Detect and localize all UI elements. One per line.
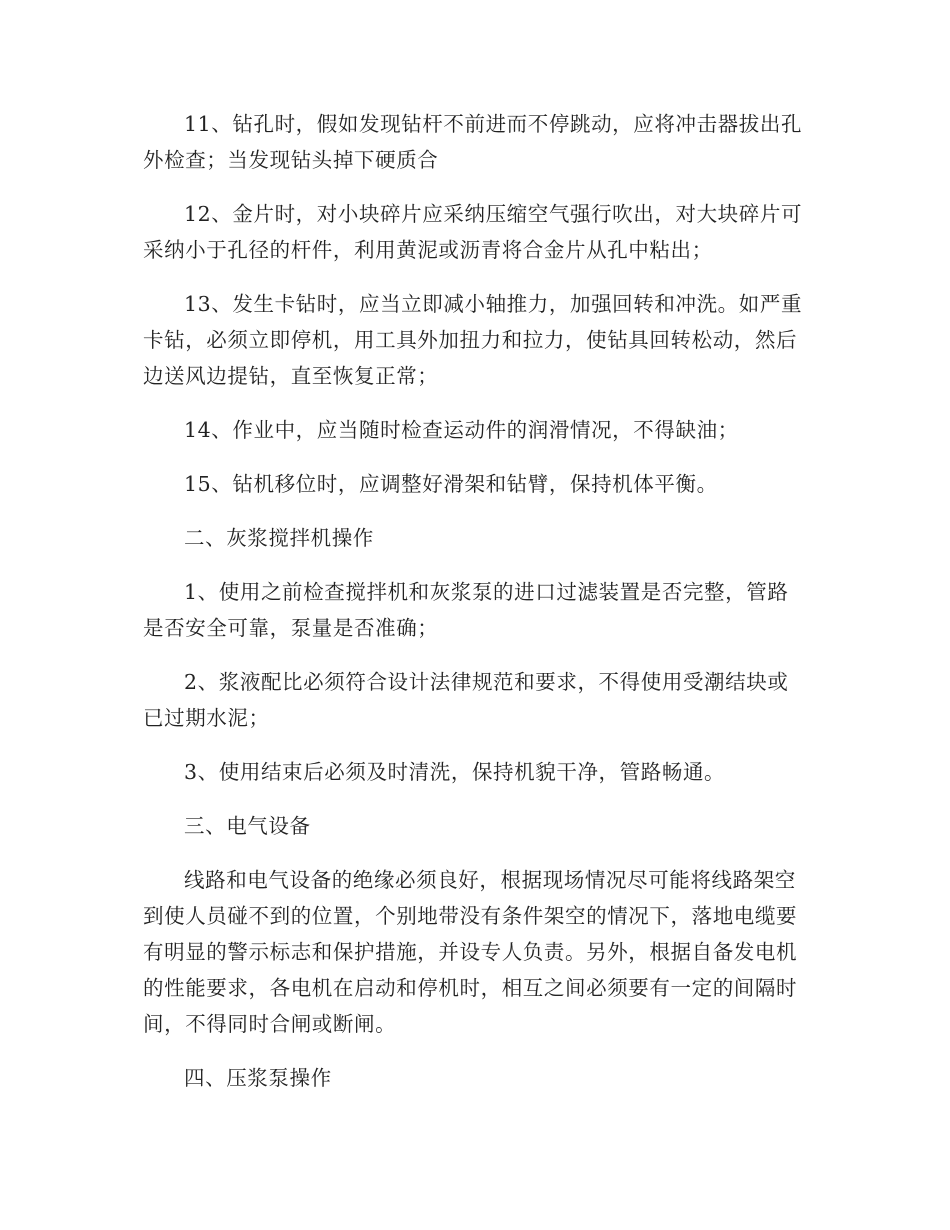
paragraph-item-11: 11、钻孔时，假如发现钻杆不前进而不停跳动，应将冲击器拔出孔外检查；当发现钻头掉下硬质合 (143, 112, 803, 172)
paragraph-item-mixer-1: 1、使用之前检查搅拌机和灰浆泵的进口过滤装置是否完整，管路是否安全可靠，泵量是否准确； (143, 580, 789, 640)
paragraph-item-mixer-3: 3、使用结束后必须及时清洗，保持机貌干净，管路畅通。 (184, 760, 726, 784)
paragraph-item-12: 12、金片时，对小块碎片应采纳压缩空气强行吹出，对大块碎片可采纳小于孔径的杆件，利用黄泥或沥青将合金片从孔中粘出； (143, 202, 803, 262)
paragraph-item-13: 13、发生卡钻时，应当立即减小轴推力，加强回转和冲洗。如严重卡钻，必须立即停机，用工具外加扭力和拉力，使钻具回转松动，然后边送风边提钻，直至恢复正常； (143, 292, 803, 388)
paragraph-electrical-body: 线路和电气设备的绝缘必须良好，根据现场情况尽可能将线路架空到使人员碰不到的位置，个别地带没有条件架空的情况下，落地电缆要有明显的警示标志和保护措施，并设专人负责。另外，根据自备发电机的性能要求，各电机在启动和停机时，相互之间必须要有一定的间隔时间，不得同时合闸或断闸。 (143, 868, 798, 1036)
paragraph-item-mixer-2: 2、浆液配比必须符合设计法律规范和要求，不得使用受潮结块或已过期水泥； (143, 670, 789, 730)
document-body (143, 106, 807, 1114)
paragraph-item-15: 15、钻机移位时，应调整好滑架和钻臂，保持机体平衡。 (184, 472, 718, 496)
section-heading-electrical: 三、电气设备 (184, 814, 311, 838)
section-heading-grout-pump: 四、压浆泵操作 (184, 1066, 332, 1090)
section-heading-mortar-mixer: 二、灰浆搅拌机操作 (184, 526, 374, 550)
paragraph-item-14: 14、作业中，应当随时检查运动件的润滑情况，不得缺油； (184, 418, 739, 442)
